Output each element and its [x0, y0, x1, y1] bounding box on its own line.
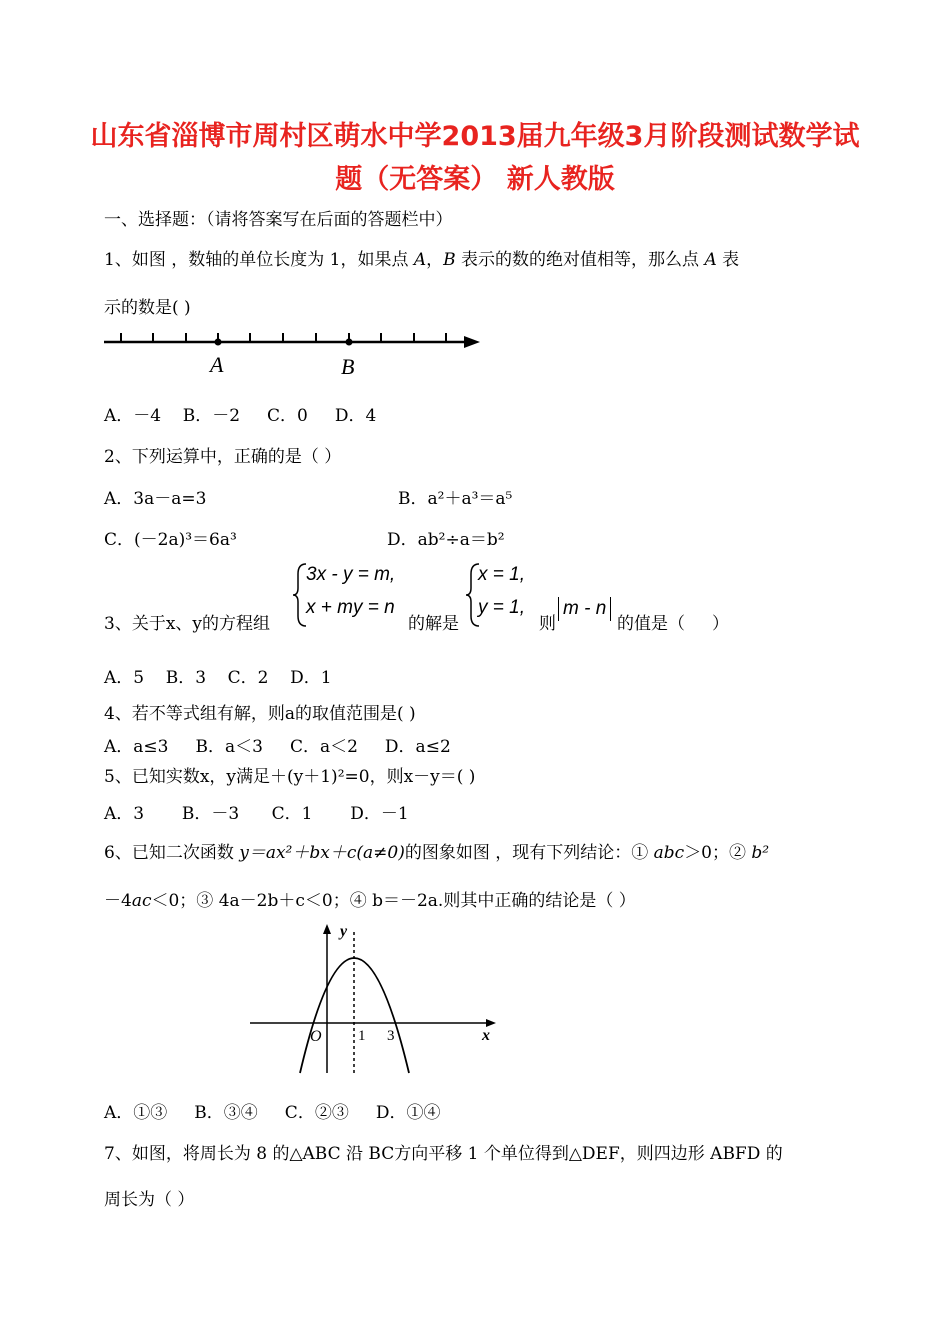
q3-options: A．5 B．3 C．2 D．1 — [104, 668, 332, 688]
q6-options: A．①③ B．③④ C．②③ D．①④ — [104, 1103, 441, 1123]
q1-stem-line1: 1、如图 ，数轴的单位长度为 1，如果点 A，B 表示的数的绝对值相等，那么点 A 表 — [104, 250, 740, 270]
parabola-graph — [246, 918, 502, 1078]
q3-absolute-value: m - n — [558, 597, 611, 621]
q6-stem-line1: 6、已知二次函数 y＝ax²＋bx＋c(a≠0)的图象如图 ，现有下列结论：① abc＞0；② b² — [104, 843, 770, 863]
y-axis-arrow — [323, 924, 331, 934]
q3-system2-line2: y = 1, — [478, 597, 525, 618]
section-heading: 一、选择题：（请将答案写在后面的答题栏中） — [104, 210, 453, 230]
q6-stem-line2: －4ac＜0；③ 4a－2b＋c＜0；④ b＝－2a.则其中正确的结论是（ ） — [104, 891, 636, 911]
document-title-line2: 题（无答案） 新人教版 — [335, 164, 615, 195]
q2-stem: 2、下列运算中，正确的是（ ） — [104, 447, 342, 467]
number-line-arrow — [464, 336, 480, 348]
x-axis-arrow — [486, 1019, 496, 1027]
q1-options: A．－4 B．－2 C．0 D．4 — [104, 406, 377, 426]
q7-stem-line1: 7、如图，将周长为 8 的△ABC 沿 BC方向平移 1 个单位得到△DEF，则四边形 ABFD 的 — [104, 1144, 783, 1164]
origin-label: O — [310, 1028, 322, 1045]
label-b: B — [341, 354, 355, 379]
q3-then: 则 — [539, 614, 556, 634]
q4-options: A．a≤3 B．a＜3 C．a＜2 D．a≤2 — [104, 737, 451, 757]
tick-1-label: 1 — [358, 1028, 366, 1044]
q2-option-c: C．(－2a)³＝6a³ — [104, 530, 237, 550]
q3-system1-line2: x + my = n — [306, 597, 395, 618]
q2-option-b: B．a²＋a³＝a⁵ — [398, 489, 513, 509]
q3-suffix: 的值是（ ） — [617, 614, 730, 634]
q2-option-d: D．ab²÷a＝b² — [387, 530, 505, 550]
x-label: x — [482, 1027, 490, 1044]
q7-stem-line2: 周长为（ ） — [104, 1190, 195, 1210]
q4-stem: 4、若不等式组有解，则a的取值范围是( ) — [104, 704, 416, 724]
point-b — [346, 339, 353, 346]
y-label: y — [340, 923, 348, 940]
number-line-figure — [100, 324, 490, 380]
q1-stem-line2: 示的数是( ) — [104, 298, 191, 318]
q3-system2-line1: x = 1, — [478, 564, 525, 585]
tick-3-label: 3 — [387, 1028, 395, 1044]
label-a: A — [210, 352, 224, 377]
q2-option-a: A．3a－a=3 — [104, 489, 207, 509]
q3-system1-line1: 3x - y = m, — [306, 564, 396, 585]
q3-mid: 的解是 — [408, 614, 459, 634]
point-a — [215, 339, 222, 346]
q3-prefix: 3、关于x、y的方程组 — [104, 614, 271, 634]
document-title-line1: 山东省淄博市周村区萌水中学2013届九年级3月阶段测试数学试 — [90, 121, 860, 152]
q5-stem: 5、已知实数x，y满足＋(y＋1)²=0，则x－y＝( ) — [104, 767, 476, 787]
q5-options: A．3 B．－3 C．1 D．－1 — [104, 804, 409, 824]
